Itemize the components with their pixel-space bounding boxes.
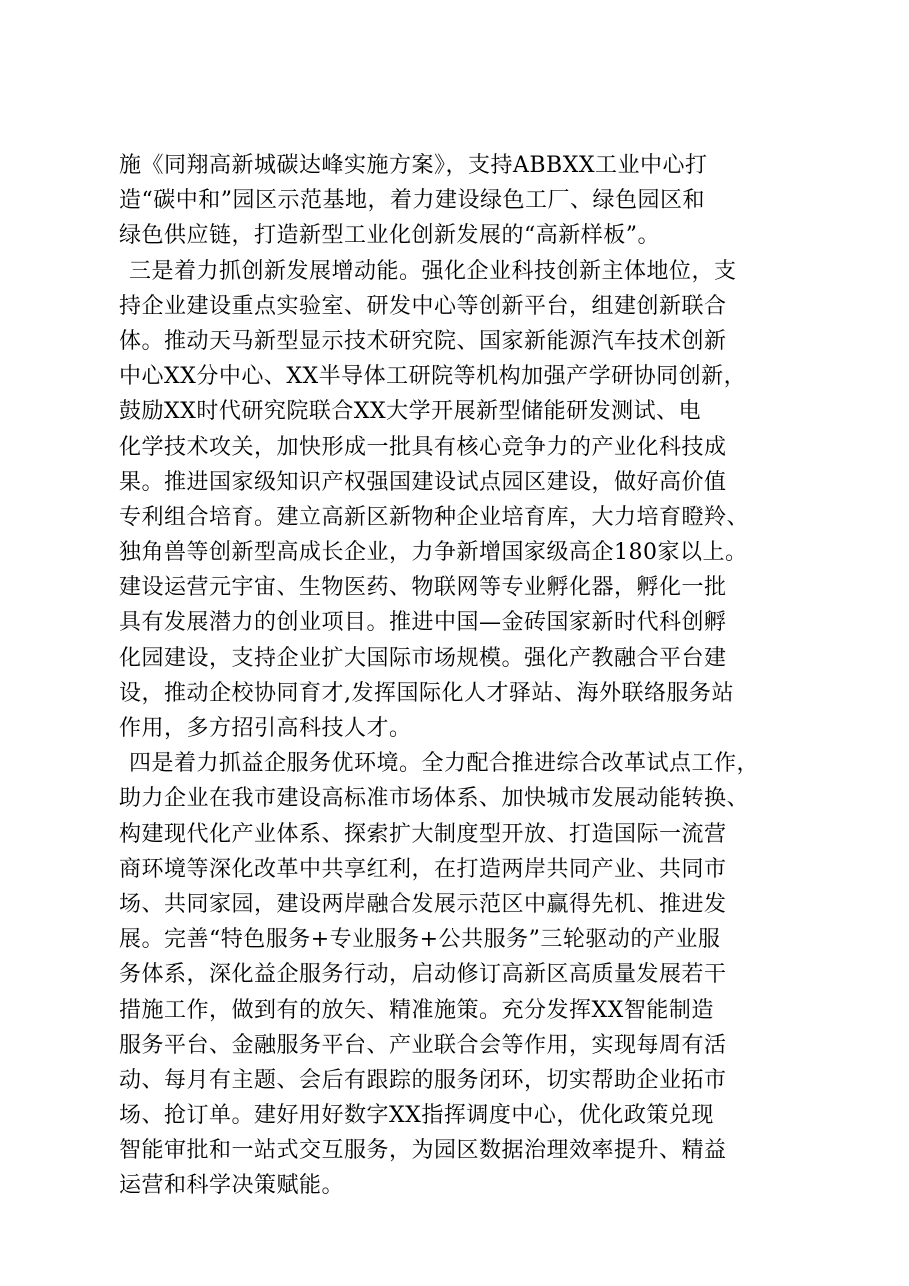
- text-line: 体。推动天马新型显示技术研究院、国家新能源汽车技术创新: [119, 328, 727, 354]
- text-line: 作用，多方招引高科技人才。: [119, 716, 412, 741]
- paragraph-3: [119, 746, 809, 1203]
- text-line: 服务平台、金融服务平台、产业联合会等作用，实现每周有活: [119, 1032, 727, 1058]
- text-line: 商环境等深化改革中共享红利，在打造两岸共同产业、共同市: [119, 856, 727, 882]
- text-line: 助力企业在我市建设高标准市场体系、加快城市发展动能转换、: [119, 786, 750, 812]
- text-line: 智能审批和一站式交互服务，为园区数据治理效率提升、精益: [119, 1138, 727, 1164]
- text-line: 果。推进国家级知识产权强国建设试点园区建设，做好高价值: [119, 469, 727, 495]
- text-line: 务体系，深化益企服务行动，启动修订高新区高质量发展若干: [119, 962, 727, 988]
- text-line: 专利组合培育。建立高新区新物种企业培育库，大力培育瞪羚、: [119, 504, 750, 530]
- text-line: 造“碳中和”园区示范基地，着力建设绿色工厂、绿色园区和: [119, 188, 705, 214]
- text-line: 持企业建设重点实验室、研发中心等创新平台，组建创新联合: [119, 293, 727, 319]
- text-line: 运营和科学决策赋能。: [119, 1173, 345, 1199]
- text-line: 展。完善“特色服务+专业服务+公共服务”三轮驱动的产业服: [119, 927, 721, 953]
- text-line: 动、每月有主题、会后有跟踪的服务闭环，切实帮助企业拓市: [119, 1067, 727, 1093]
- text-line: 设，推动企校协同育才,发挥国际化人才驿站、海外联络服务站: [119, 680, 734, 706]
- text-line: 具有发展潜力的创业项目。推进中国—金砖国家新时代科创孵: [119, 610, 727, 636]
- text-line: 独角兽等创新型高成长企业，力争新增国家级高企180家以上。: [119, 540, 748, 566]
- text-line: 建设运营元宇宙、生物医药、物联网等专业孵化器，孵化一批: [119, 575, 727, 601]
- paragraph-2: [119, 254, 809, 747]
- text-line: 鼓励XX时代研究院联合XX大学开展新型储能研发测试、电: [119, 399, 702, 425]
- text-line: 场、共同家园，建设两岸融合发展示范区中赢得先机、推进发: [119, 891, 727, 917]
- text-line: 中心XX分中心、XX半导体工研院等机构加强产学研协同创新，: [119, 364, 747, 390]
- text-line: 构建现代化产业体系、探索扩大制度型开放、打造国际一流营: [119, 821, 727, 847]
- text-line: 场、抢订单。建好用好数字XX指挥调度中心，优化政策兑现: [119, 1103, 714, 1129]
- text-line: 三是着力抓创新发展增动能。强化企业科技创新主体地位，支: [129, 258, 737, 284]
- document-body: [119, 148, 809, 1204]
- paragraph-1: [119, 148, 809, 254]
- text-line: 化园建设，支持企业扩大国际市场规模。强化产教融合平台建: [119, 645, 727, 671]
- text-line: 四是着力抓益企服务优环境。全力配合推进综合改革试点工作，: [129, 751, 760, 777]
- text-line: 施《同翔高新城碳达峰实施方案》，支持ABBXX工业中心打: [119, 153, 708, 178]
- text-line: 措施工作，做到有的放矢、精准施策。充分发挥XX智能制造: [119, 997, 714, 1023]
- text-line: 绿色供应链，打造新型工业化创新发展的“高新样板”。: [119, 223, 660, 249]
- text-line: 化学技术攻关，加快形成一批具有核心竞争力的产业化科技成: [119, 434, 727, 460]
